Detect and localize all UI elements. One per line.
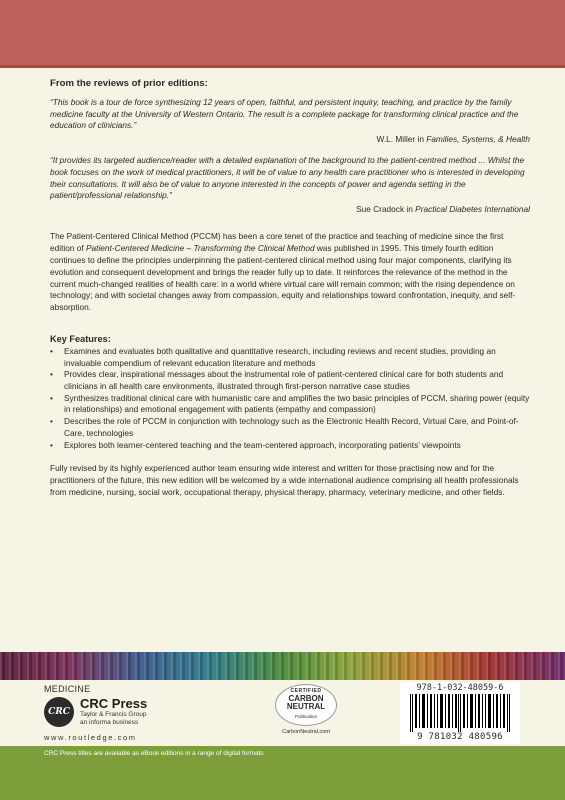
key-features-list (50, 346, 530, 451)
barcode-digits: 9 781032 480596 (417, 732, 503, 742)
carbon-line2: NEUTRAL (286, 702, 326, 711)
subject-category: MEDICINE (44, 684, 91, 694)
carbon-neutral-icon (275, 684, 337, 726)
publisher-url[interactable]: www.routledge.com (44, 733, 137, 742)
top-color-band (0, 0, 565, 68)
key-feature-item: • Describes the role of PCCM in conjunction with technology such as the Electronic Health Record, Virtual Care, and Point-of-Care, technologies (50, 416, 530, 439)
barcode-icon (410, 694, 510, 732)
key-feature-item: • Examines and evaluates both qualitative and quantitative research, including reviews and recent studies, providing an invaluable compendium of relevant education literature and methods (50, 346, 530, 369)
review-quote: “It provides its targeted audience/reader with a detailed explanation of the background to the patient-centred method ... Whilst the book focuses on the work of medical practitioners, it will be of value to any health care practitioner who is interested in developing their consultations. It will also be of value to anyone interested in the concepts of power and agenda setting in the patient/professional relationship.” (50, 155, 525, 201)
publisher-name-block (80, 697, 147, 727)
back-cover-content (50, 78, 530, 509)
description-end: was published in 1995. This timely fourth edition continues to define the principles underpinning the patient-centered clinical method using four major components, clarifying its evolution and consequent development and brings the reader fully up to date. It reinforces the relevance of the method in the current much-changed realities of health care: in a world where virtual care will remain common; with the rising dependence on technology; and with societal changes away from compassion, equity and relationships toward confrontation, inequity, and self-absorption. (50, 243, 516, 313)
publisher-group: Taylor & Francis Group (80, 711, 147, 718)
carbon-neutral-badge (270, 684, 342, 740)
carbon-certified-text: CERTIFIED (290, 688, 322, 694)
isbn-barcode-block (400, 682, 520, 744)
publisher-business: an informa business (80, 719, 139, 726)
description-start: The Patient-Centered Clinical Method (PCCM) has been a core tenet of the practice and teaching of medicine since the first edition of (50, 231, 504, 254)
review-attribution (50, 204, 530, 216)
key-feature-item: • Synthesizes traditional clinical care with humanistic care and amplifies the two basic principles of PCCM, sharing power (equity in relationships) and emotional engagement with patients (empathy and compassion) (50, 393, 530, 416)
review-author: W.L. Miller in (376, 133, 427, 144)
book-title-reference: Patient-Centered Medicine – Transforming the Clinical Method (85, 243, 315, 254)
review-author: Sue Cradock in (356, 203, 416, 214)
carbon-line1: CARBON (288, 694, 324, 703)
review-publication: Families, Systems, & Health (426, 133, 530, 144)
review-attribution (50, 134, 530, 146)
description-paragraph (50, 231, 530, 314)
carbon-publication: Publication (294, 714, 317, 719)
crc-logo-icon: CRC (44, 697, 74, 727)
reviews-heading: From the reviews of prior editions: (50, 78, 208, 89)
carbon-url: CarbonNeutral.com (282, 729, 330, 735)
review-quote: “This book is a tour de force synthesizing 12 years of open, faithful, and persistent inquiry, teaching, and practice by the family medicine faculty at the University of Western Ontario. The result is a complete package for transforming clinical practice and the education of clinicians.” (50, 97, 519, 131)
key-features-title: Key Features: (50, 333, 111, 344)
review-publication: Practical Diabetes International (415, 203, 530, 214)
publisher-name: CRC Press (80, 696, 148, 711)
closing-paragraph: Fully revised by its highly experienced author team ensuring wide interest and written for those practising now and for the practitioners of the future, this new edition will be welcomed by a wide international audience comprising all health professionals from medicine, nursing, social work, occupational therapy, physical therapy, pharmacy, veterinary medicine, and other fields. (50, 463, 519, 497)
decorative-color-stripe (0, 652, 565, 680)
ebook-availability-note: CRC Press titles are available as eBook editions in a range of digital formats (44, 750, 264, 757)
key-feature-item: • Explores both learner-centered teaching and the team-centered approach, incorporating patients’ viewpoints (50, 440, 530, 452)
isbn-number: 978-1-032-48059-6 (416, 683, 504, 693)
key-feature-item: • Provides clear, inspirational messages about the instrumental role of patient-centered clinical care for both students and clinicians in all health care environments, illustrated through first-person narrative case studies (50, 369, 530, 392)
